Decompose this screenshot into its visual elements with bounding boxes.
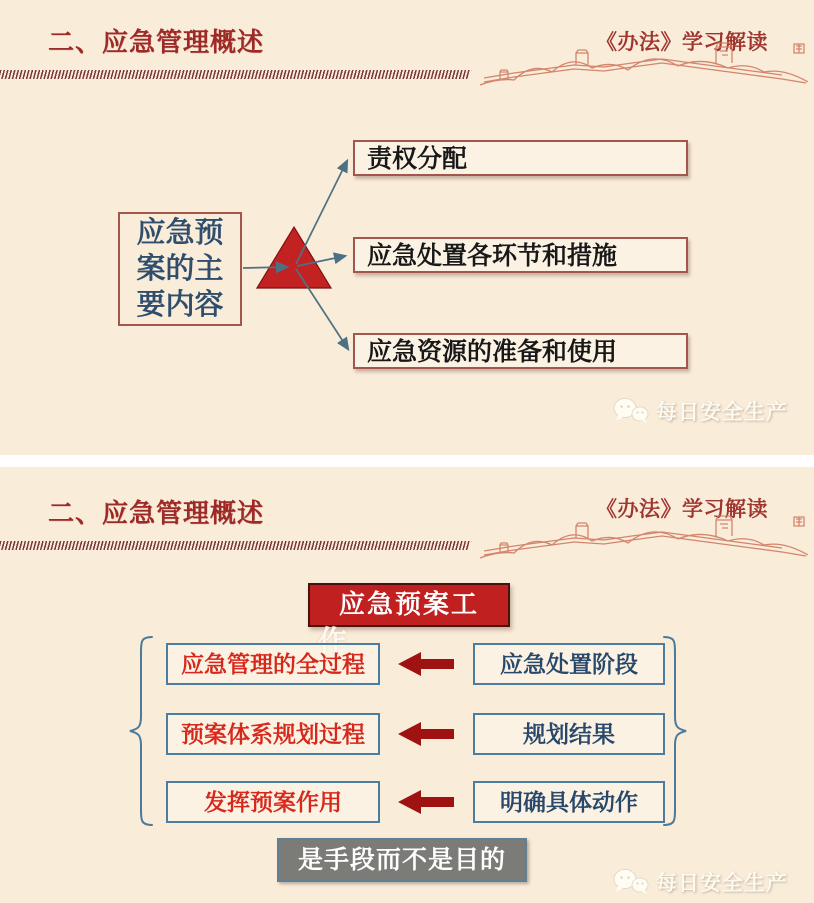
left-arrow-icon [398, 722, 454, 746]
hatched-divider [0, 541, 472, 550]
source-box-1: 应急处置阶段 [473, 643, 665, 685]
branch-box-3: 应急资源的准备和使用 [353, 333, 688, 369]
wechat-watermark [612, 867, 788, 897]
wechat-watermark [612, 396, 788, 426]
page-subtitle: 《办法》学习解读 [596, 498, 768, 521]
left-arrow-icon [398, 652, 454, 676]
hatched-divider [0, 70, 472, 79]
page-title: 二、应急管理概述 [48, 498, 265, 528]
slide-gap [0, 455, 814, 467]
source-box-3: 明确具体动作 [473, 781, 665, 823]
wechat-icon [612, 397, 650, 425]
branch-box-2: 应急处置各环节和措施 [353, 237, 688, 273]
page-title: 二、应急管理概述 [48, 27, 265, 57]
topic-line: 要内容 [136, 289, 224, 321]
watermark-text: 每日安全生产 [656, 401, 788, 424]
target-box-1: 应急管理的全过程 [166, 643, 380, 685]
connector-line [297, 256, 345, 266]
target-box-2: 预案体系规划过程 [166, 713, 380, 755]
left-brace [126, 635, 156, 827]
red-triangle [257, 227, 331, 288]
great-wall-illustration [480, 513, 808, 563]
branch-box-1: 责权分配 [353, 140, 688, 176]
target-box-3: 发挥预案作用 [166, 781, 380, 823]
source-box-2: 规划结果 [473, 713, 665, 755]
slide-2 [0, 467, 814, 903]
topic-line: 应急预 [136, 217, 224, 249]
topic-line: 案的主 [136, 253, 224, 285]
page-subtitle: 《办法》学习解读 [596, 31, 768, 54]
connector-line [243, 267, 287, 268]
connector-line [296, 161, 347, 264]
great-wall-illustration [480, 40, 808, 90]
connector-line [296, 269, 348, 349]
watermark-text: 每日安全生产 [656, 872, 788, 895]
header-overflow-char: 作 [318, 626, 348, 658]
main-topic-box [118, 212, 242, 326]
header-box: 应急预案工 [308, 583, 510, 627]
left-arrow-icon [398, 790, 454, 814]
conclusion-box: 是手段而不是目的 [277, 838, 527, 882]
wechat-icon [612, 868, 650, 896]
